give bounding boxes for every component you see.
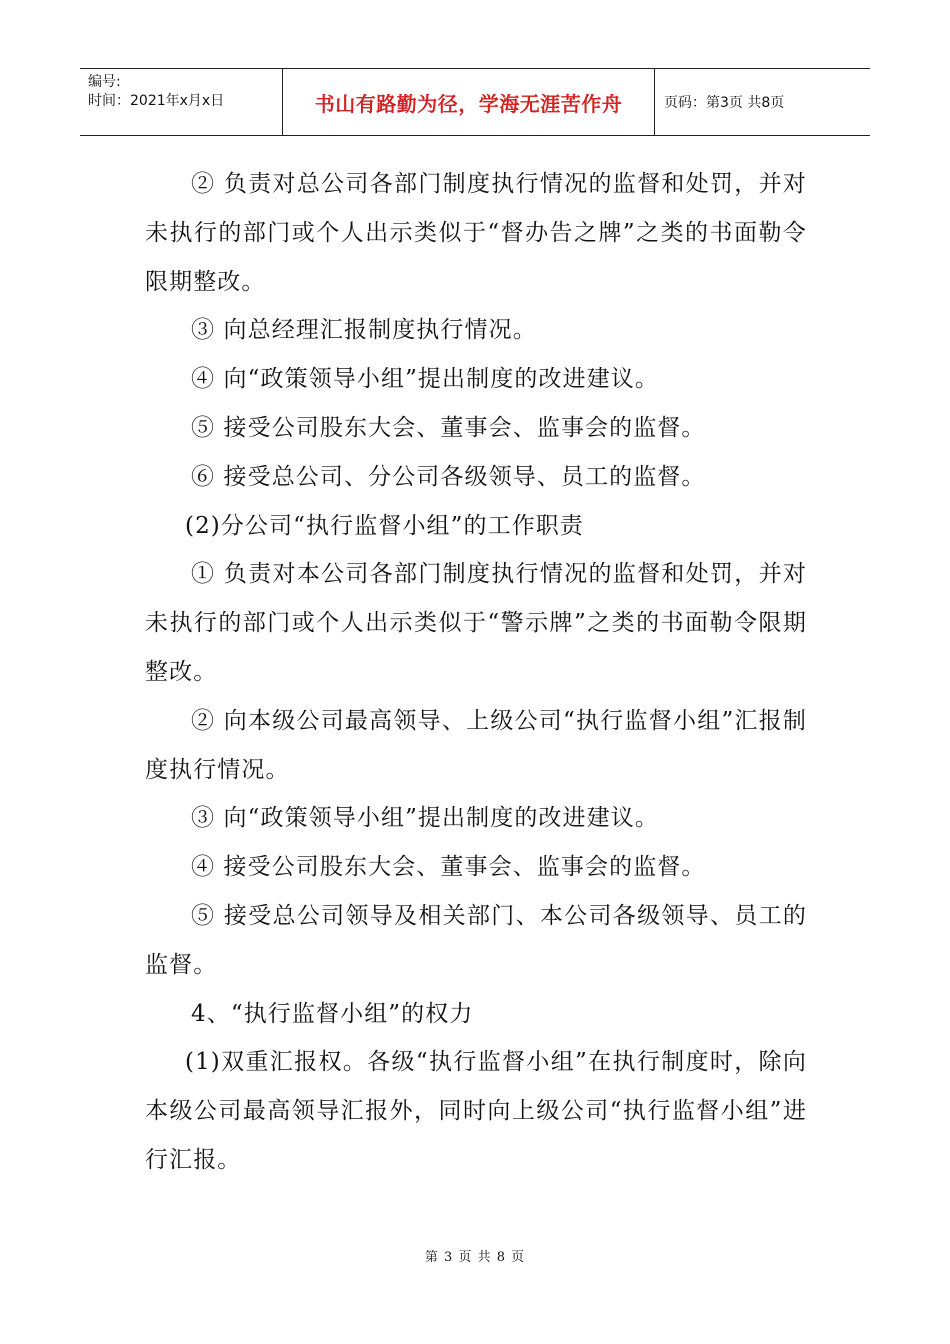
paragraph: ② 负责对总公司各部门制度执行情况的监督和处罚，并对未执行的部门或个人出示类似于“督办告之牌”之类的书面勒令限期整改。 bbox=[145, 171, 807, 295]
paragraph: ④ 向“政策领导小组”提出制度的改进建议。 bbox=[191, 366, 659, 393]
date-label: 时间：2021年x月x日 bbox=[88, 93, 225, 109]
serial-number-label: 编号: bbox=[88, 74, 121, 90]
paragraph: ⑤ 接受公司股东大会、董事会、监事会的监督。 bbox=[191, 414, 706, 441]
header-page-cell bbox=[655, 69, 870, 135]
paragraph: ④ 接受公司股东大会、董事会、监事会的监督。 bbox=[191, 854, 706, 881]
paragraph: ⑤ 接受总公司领导及相关部门、本公司各级领导、员工的监督。 bbox=[145, 902, 807, 978]
header-page-info: 页码：第3页 共8页 bbox=[664, 95, 785, 111]
document-body bbox=[145, 160, 807, 1185]
section-subheading: (2)分公司“执行监督小组”的工作职责 bbox=[185, 512, 584, 539]
motto-text: 书山有路勤为径，学海无涯苦作舟 bbox=[314, 91, 623, 116]
paragraph: ② 向本级公司最高领导、上级公司“执行监督小组”汇报制度执行情况。 bbox=[145, 707, 807, 783]
page-footer: 第 3 页 共 8 页 bbox=[424, 1250, 526, 1265]
paragraph: (1)双重汇报权。各级“执行监督小组”在执行制度时，除向本级公司最高领导汇报外，同时向上级公司“执行监督小组”进行汇报。 bbox=[145, 1049, 807, 1173]
document-header bbox=[80, 68, 870, 136]
paragraph: ③ 向“政策领导小组”提出制度的改进建议。 bbox=[191, 805, 659, 832]
section-heading: 4、“执行监督小组”的权力 bbox=[191, 1000, 474, 1027]
header-meta-cell bbox=[80, 69, 282, 135]
paragraph: ① 负责对本公司各部门制度执行情况的监督和处罚，并对未执行的部门或个人出示类似于“警示牌”之类的书面勒令限期整改。 bbox=[145, 561, 807, 685]
paragraph: ③ 向总经理汇报制度执行情况。 bbox=[191, 317, 537, 344]
header-motto-cell bbox=[282, 69, 655, 135]
paragraph: ⑥ 接受总公司、分公司各级领导、员工的监督。 bbox=[191, 463, 706, 490]
